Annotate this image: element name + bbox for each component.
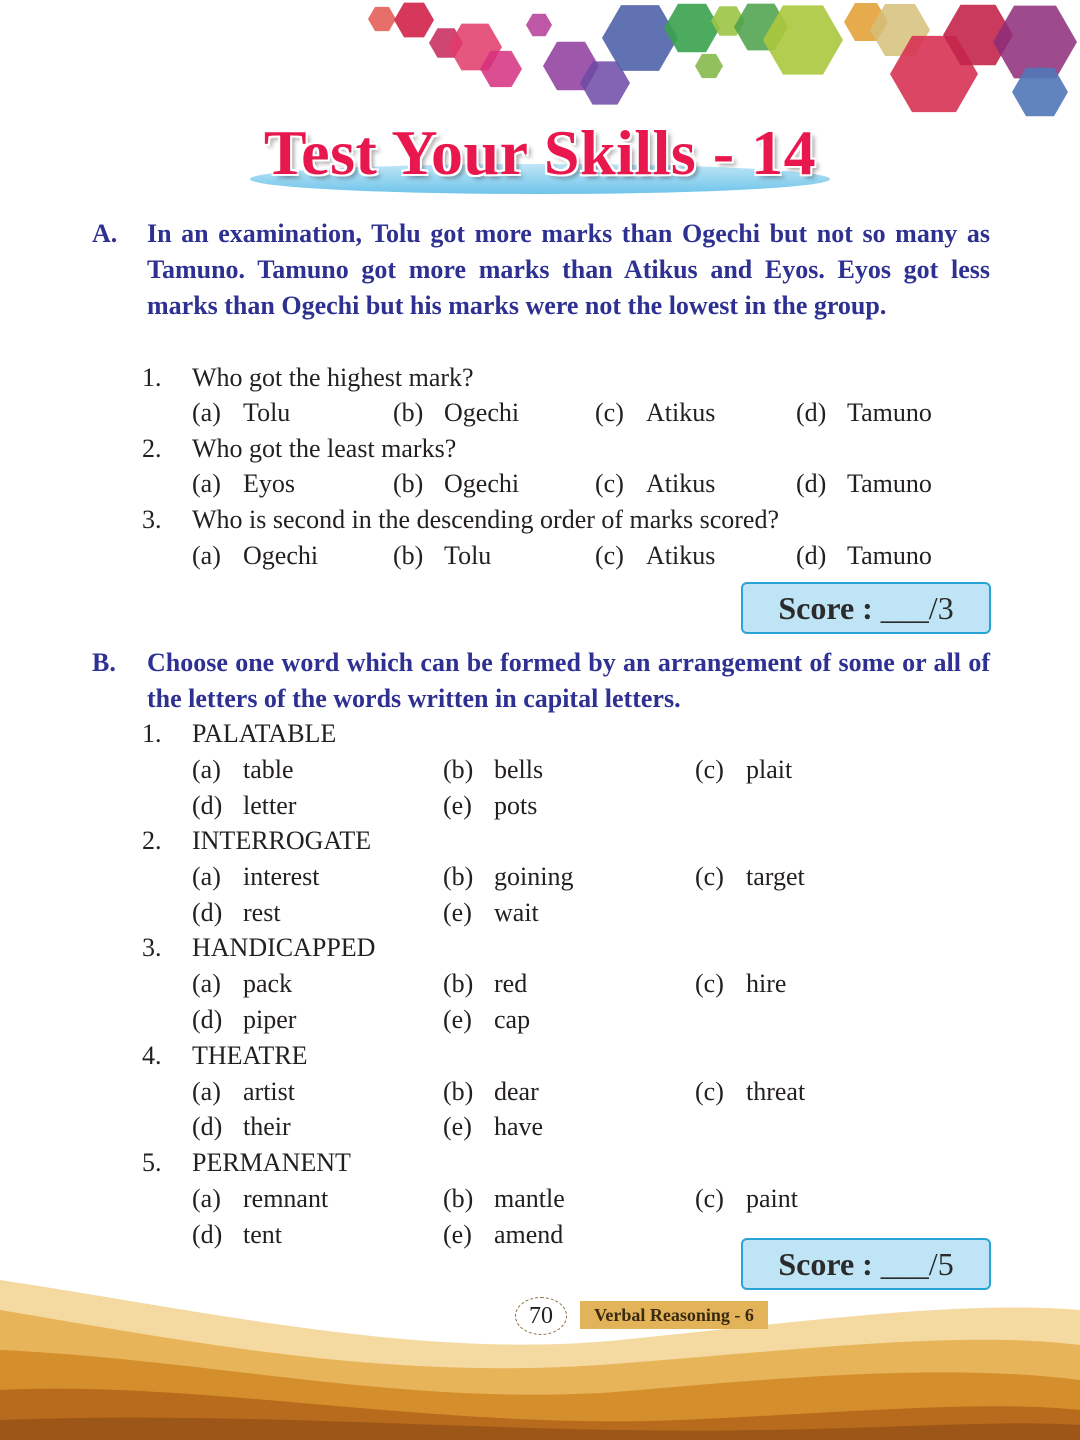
option-text: piper <box>243 1005 297 1034</box>
option-text: pots <box>494 791 538 820</box>
option[interactable] <box>393 395 519 431</box>
option-label: (c) <box>595 541 624 570</box>
option-text: Eyos <box>243 469 295 498</box>
option-label: (e) <box>443 1112 472 1141</box>
option-text: letter <box>243 791 297 820</box>
option-text: Tamuno <box>847 469 932 498</box>
question-number: 2. <box>142 434 162 463</box>
option-text: rest <box>243 898 281 927</box>
option-label: (b) <box>443 755 474 784</box>
question-text: Who got the least marks? <box>192 434 457 463</box>
option-label: (e) <box>443 1005 472 1034</box>
option[interactable] <box>796 538 932 574</box>
option-label: (b) <box>443 969 474 998</box>
page-number: 70 <box>515 1297 567 1335</box>
option-label: (d) <box>192 898 223 927</box>
option[interactable] <box>192 395 290 431</box>
option[interactable] <box>192 466 295 502</box>
option[interactable] <box>443 1217 563 1253</box>
option[interactable] <box>393 538 491 574</box>
option-label: (c) <box>695 1077 724 1106</box>
option-label: (c) <box>695 969 724 998</box>
section-b-letter: B. <box>92 648 116 677</box>
question-number: 2. <box>142 826 162 855</box>
question-text: Who is second in the descending order of marks scored? <box>192 505 779 534</box>
score-label: Score : <box>778 590 873 626</box>
hexagon-decoration <box>0 0 1080 130</box>
option-label: (c) <box>595 398 624 427</box>
option-label: (b) <box>393 541 424 570</box>
option-label: (a) <box>192 969 221 998</box>
option[interactable] <box>192 788 296 824</box>
option-text: wait <box>494 898 539 927</box>
option-label: (d) <box>192 791 223 820</box>
option-label: (a) <box>192 1077 221 1106</box>
option-text: Ogechi <box>444 469 520 498</box>
option-text: cap <box>494 1005 531 1034</box>
section-b-heading <box>92 645 990 717</box>
option[interactable] <box>443 752 543 788</box>
option[interactable] <box>443 1002 530 1038</box>
option[interactable] <box>192 859 320 895</box>
option[interactable] <box>695 966 786 1002</box>
score-label: Score : <box>778 1246 873 1282</box>
question-text: Who got the highest mark? <box>192 363 474 392</box>
option-label: (c) <box>695 755 724 784</box>
option-label: (d) <box>796 469 827 498</box>
question-text: HANDICAPPED <box>192 933 376 962</box>
question-text: PALATABLE <box>192 719 337 748</box>
option[interactable] <box>192 1002 296 1038</box>
option[interactable] <box>192 966 292 1002</box>
option-text: have <box>494 1112 544 1141</box>
option[interactable] <box>595 538 715 574</box>
question-number: 4. <box>142 1041 162 1070</box>
option[interactable] <box>695 752 792 788</box>
option-label: (c) <box>695 1184 724 1213</box>
option-text: Tamuno <box>847 398 932 427</box>
option-label: (a) <box>192 1184 221 1213</box>
option-text: paint <box>746 1184 798 1213</box>
option-text: hire <box>746 969 787 998</box>
wave-decoration <box>0 1270 1080 1440</box>
option-label: (a) <box>192 862 221 891</box>
option-label: (e) <box>443 1220 472 1249</box>
option[interactable] <box>443 788 537 824</box>
option-text: mantle <box>494 1184 565 1213</box>
option[interactable] <box>393 466 519 502</box>
option[interactable] <box>443 1074 539 1110</box>
option[interactable] <box>595 395 715 431</box>
option-text: Atikus <box>646 398 716 427</box>
option-label: (b) <box>443 1184 474 1213</box>
option[interactable] <box>192 538 318 574</box>
option-text: Tolu <box>243 398 291 427</box>
option[interactable] <box>796 395 932 431</box>
question-number: 1. <box>142 363 162 392</box>
question-text: INTERROGATE <box>192 826 372 855</box>
option-text: Tolu <box>444 541 492 570</box>
option-text: interest <box>243 862 320 891</box>
option[interactable] <box>443 966 527 1002</box>
option-text: Atikus <box>646 469 716 498</box>
option[interactable] <box>192 1217 282 1253</box>
title-banner <box>250 112 830 202</box>
option[interactable] <box>695 1181 798 1217</box>
option[interactable] <box>192 895 281 931</box>
question-number: 3. <box>142 505 162 534</box>
option-label: (a) <box>192 469 221 498</box>
option[interactable] <box>796 466 932 502</box>
score-blank[interactable]: ___/5 <box>880 1246 954 1282</box>
option-text: bells <box>494 755 544 784</box>
page-title: Test Your Skills - 14 <box>263 117 817 188</box>
option[interactable] <box>192 1109 291 1145</box>
question-text: THEATRE <box>192 1041 308 1070</box>
option-text: tent <box>243 1220 282 1249</box>
section-b-instruction: Choose one word which can be formed by an arrangement of some or all of the letters of the words written in capital letters. <box>147 648 990 713</box>
option-text: their <box>243 1112 291 1141</box>
book-title: Verbal Reasoning - 6 <box>580 1301 768 1329</box>
option[interactable] <box>443 1109 543 1145</box>
section-a-instruction: In an examination, Tolu got more marks than Ogechi but not so many as Tamuno. Tamuno got more marks than Atikus and Eyos. Eyos got less marks than Ogechi but his marks were not the lowest in the group. <box>147 219 990 320</box>
score-blank[interactable]: ___/3 <box>880 590 954 626</box>
option-label: (a) <box>192 398 221 427</box>
option-label: (a) <box>192 541 221 570</box>
option-text: Ogechi <box>444 398 520 427</box>
option-label: (a) <box>192 755 221 784</box>
section-a-heading <box>92 216 990 324</box>
option-text: pack <box>243 969 293 998</box>
option[interactable] <box>192 752 294 788</box>
question-text: PERMANENT <box>192 1148 351 1177</box>
option-text: artist <box>243 1077 295 1106</box>
option-label: (d) <box>192 1112 223 1141</box>
option-text: red <box>494 969 528 998</box>
option-label: (d) <box>192 1005 223 1034</box>
option-text: amend <box>494 1220 564 1249</box>
option-text: target <box>746 862 805 891</box>
section-a-letter: A. <box>92 219 118 248</box>
option-text: dear <box>494 1077 539 1106</box>
option[interactable] <box>192 1074 295 1110</box>
question-number: 1. <box>142 719 162 748</box>
option-text: Tamuno <box>847 541 932 570</box>
question-number: 5. <box>142 1148 162 1177</box>
option[interactable] <box>443 1181 565 1217</box>
score-box-a <box>741 582 991 634</box>
option-text: Atikus <box>646 541 716 570</box>
option-text: table <box>243 755 294 784</box>
option-label: (c) <box>595 469 624 498</box>
option[interactable] <box>595 466 715 502</box>
option-label: (b) <box>443 862 474 891</box>
score-box-b <box>741 1238 991 1290</box>
option-text: plait <box>746 755 793 784</box>
option-text: threat <box>746 1077 806 1106</box>
option-label: (d) <box>192 1220 223 1249</box>
option[interactable] <box>443 859 573 895</box>
option[interactable] <box>192 1181 328 1217</box>
option[interactable] <box>695 859 805 895</box>
option-label: (b) <box>393 398 424 427</box>
option[interactable] <box>695 1074 805 1110</box>
option-label: (c) <box>695 862 724 891</box>
option-text: Ogechi <box>243 541 319 570</box>
option-label: (d) <box>796 398 827 427</box>
option-label: (e) <box>443 898 472 927</box>
option-label: (d) <box>796 541 827 570</box>
option[interactable] <box>443 895 539 931</box>
option-text: goining <box>494 862 574 891</box>
option-label: (b) <box>393 469 424 498</box>
option-label: (b) <box>443 1077 474 1106</box>
option-label: (e) <box>443 791 472 820</box>
question-number: 3. <box>142 933 162 962</box>
option-text: remnant <box>243 1184 329 1213</box>
